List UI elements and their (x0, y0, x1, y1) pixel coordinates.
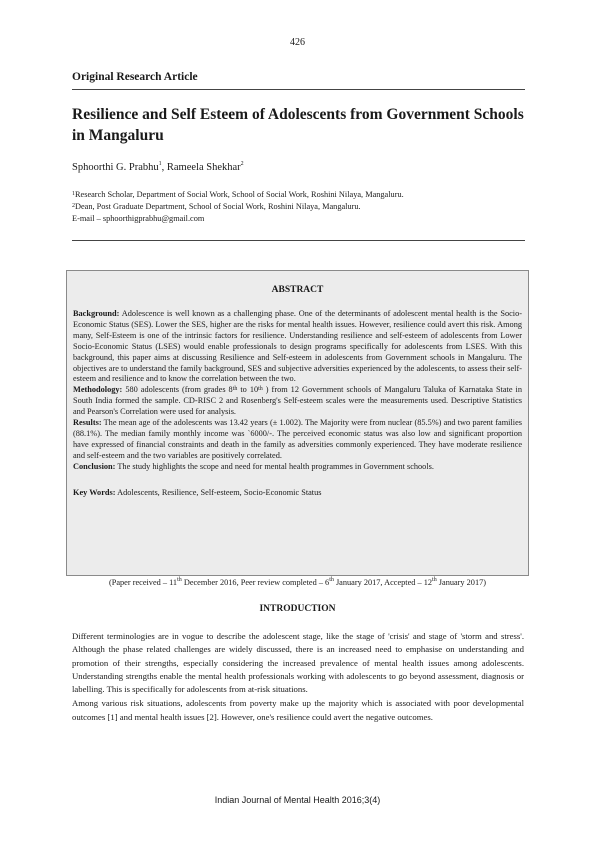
abstract-methodology (73, 385, 522, 418)
affiliation-2 (72, 201, 361, 213)
section-text: The mean age of the adolescents was 13.42 years (± 1.002). The Majority were from nuclear (85.5%) and two parent families (88.1%). The median family monthly income was `6000/-. The perceived economic status was also low and significant proportion have expressed of financial constraints and death in the family as adversities commonly experienced. They have moderate resilience and self-esteem and the two variables are positively correlated. (73, 418, 522, 460)
affiliation-text: Research Scholar, Department of Social Work, School of Social Work, Roshini Nilaya, Mangaluru. (75, 190, 404, 199)
abstract-conclusion (73, 462, 522, 473)
section-text: to 10 (237, 385, 259, 395)
date-text: December 2016, Peer review completed – 6 (181, 578, 330, 587)
author-separator: , (161, 162, 167, 173)
introduction-body (72, 630, 524, 725)
affil-marker: 1 (72, 191, 75, 197)
section-label: Results: (73, 418, 102, 428)
author-line (72, 162, 244, 173)
section-text: The study highlights the scope and need for mental health programmes in Government schools. (115, 461, 434, 471)
section-label: Background: (73, 309, 120, 318)
date-text: January 2017) (436, 578, 487, 587)
section-text: Adolescence is well known as a challenging phase. One of the determinants of adolescent mental health is the Socio-Economic Status (SES). Lower the SES, higher are the risks for mental health issues. However, resilience could avert this risk. Among many, Self-Esteem is one of the intrinsic factors for resilience. Understanding resilience and self-esteem of adolescents from Lower Socio-Economic Status (LSES) would enable professionals to design programs specifically for adolescents from LSES. With this background, this paper aims at discussing Resilience and Self-esteem in adolescents from Government schools in Mangaluru. The objectives are to understand the family background, SES and subjective adversities experienced by the adolescents, to assess their self-esteem and resilience and to know the correlation between the two. (73, 309, 522, 384)
section-text: 580 adolescents (from grades 8 (122, 385, 233, 395)
abstract-keywords (73, 488, 522, 499)
author-affil-marker: 2 (240, 161, 244, 167)
section-label: Methodology: (73, 385, 123, 395)
introduction-heading: INTRODUCTION (259, 604, 336, 614)
affil-marker: 2 (72, 203, 75, 209)
section-label: Conclusion: (73, 461, 116, 471)
date-text: January 2017, Accepted – 12 (333, 578, 433, 587)
header-divider (72, 89, 525, 90)
affiliation-1 (72, 189, 404, 201)
article-title: Resilience and Self Esteem of Adolescents from Government Schools in Mangaluru (72, 106, 524, 144)
introduction-paragraph: Different terminologies are in vogue to describe the adolescent stage, like the stage of 'crisis' and stage of 'storm and stress'. Although the phase related challenges are widely discussed, there is an increased need to emphasise on understanding and promotion of their strengths, especially considering the increased prevalence of mental health issues among adolescents. Understanding strengths enable the mental health professionals working with adolescents to go beyond assessment, diagnosis or labelling. This is specifically for adolescents from at-risk situations. (72, 631, 524, 695)
article-type-label: Original Research Article (72, 71, 198, 83)
journal-footer: Indian Journal of Mental Health 2016;3(4) (214, 795, 381, 805)
author-email: E-mail – sphoorthigprabhu@gmail.com (72, 214, 205, 223)
abstract-results (73, 418, 522, 462)
date-text: (Paper received – 11 (108, 578, 178, 587)
ordinal-suffix: th (232, 386, 238, 393)
introduction-paragraph: Among various risk situations, adolescents from poverty make up the majority which is associated with poor developmental outcomes [1] and mental health issues [2]. However, one's resilience could avert the negative outcomes. (72, 698, 524, 722)
affiliation-divider (72, 240, 525, 241)
section-text: ) from 12 Government schools of Mangaluru Taluka of Karnataka State in South India formed the sample. CD-RISC 2 and Rosenberg's Self-esteem scales were the measurements used. Descriptive Statistics and Pearson's Correlation were used for analysis. (73, 385, 522, 417)
ordinal-suffix: th (177, 577, 182, 583)
page-number: 426 (290, 37, 305, 48)
author-name: Sphoorthi G. Prabhu (72, 162, 159, 173)
section-label: Key Words: (73, 487, 116, 497)
abstract-background (73, 309, 522, 385)
abstract-heading: ABSTRACT (271, 285, 324, 295)
abstract-box (66, 270, 529, 576)
affiliation-text: Dean, Post Graduate Department, School of Social Work, Roshini Nilaya, Mangaluru. (75, 202, 361, 211)
author-name: Rameela Shekhar (166, 162, 241, 173)
author-affil-marker: 1 (158, 161, 162, 167)
ordinal-suffix: th (329, 577, 334, 583)
received-dates (0, 578, 595, 587)
ordinal-suffix: th (432, 577, 437, 583)
ordinal-suffix: th (258, 386, 263, 393)
section-text: Adolescents, Resilience, Self-esteem, Socio-Economic Status (115, 487, 322, 497)
